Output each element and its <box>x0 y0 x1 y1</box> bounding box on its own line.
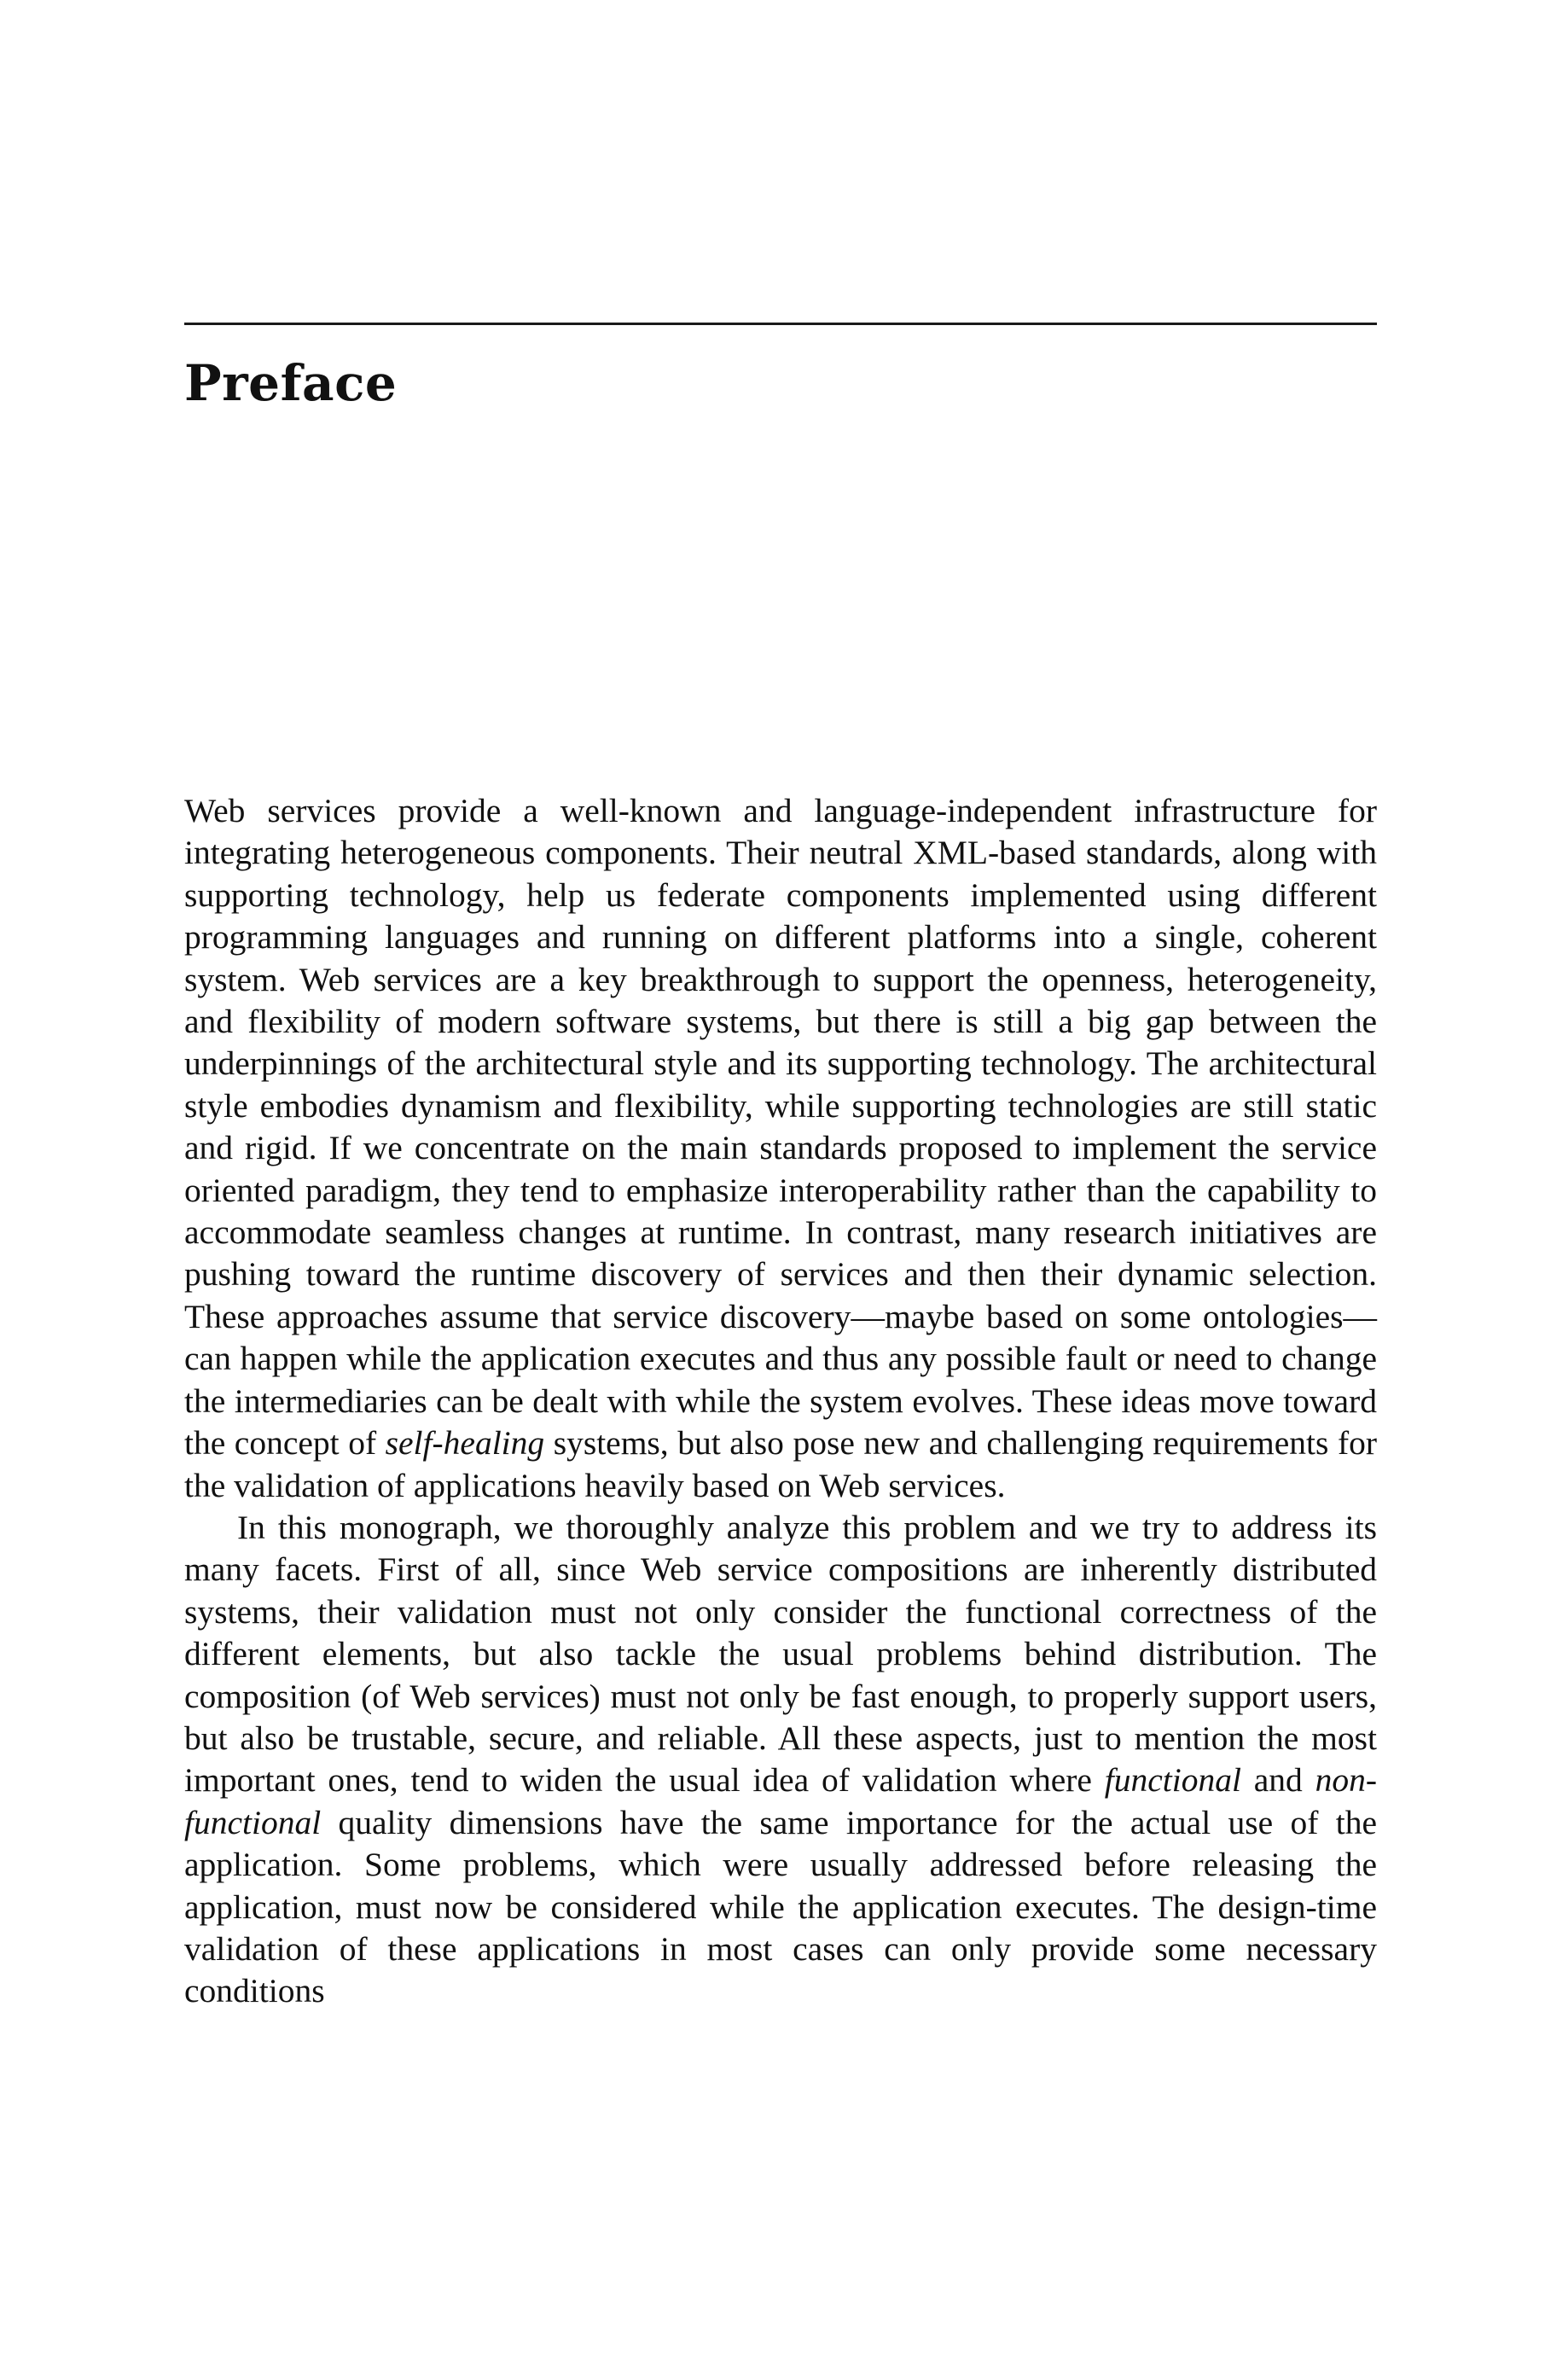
emphasis-functional: functional <box>1104 1761 1241 1800</box>
paragraph-2-text-b: and <box>1240 1761 1315 1800</box>
emphasis-non-functional: non-functional <box>184 1761 1377 1841</box>
chapter-title: Preface <box>184 354 398 412</box>
preface-body <box>184 790 1377 2013</box>
emphasis-self-healing: self-healing <box>385 1424 545 1463</box>
paragraph-2-text-c: quality dimensions have the same importance for the actual use of the application. Some problems, which were usually addressed before releasing the application, must now be considered while the application executes. The design-time validation of these applications in most cases can only provide some necessary conditions <box>184 1803 1377 2010</box>
paragraph-1-text-a: Web services provide a well-known and language-independent infrastructure for integrating heterogeneous components. Their neutral XML-based standards, along with supporting technology, help us federate components implemented using different programming languages and running on different platforms into a single, coherent system. Web services are a key breakthrough to support the openness, heterogeneity, and flexibility of modern software systems, but there is still a big gap between the underpinnings of the architectural style and its supporting technology. The architectural style embodies dynamism and flexibility, while supporting technologies are still static and rigid. If we concentrate on the main standards proposed to implement the service oriented paradigm, they tend to emphasize interoperability rather than the capability to accommodate seamless changes at runtime. In contrast, many research initiatives are pushing toward the runtime discovery of services and then their dynamic selection. These approaches assume that service discovery—maybe based on some ontologies—can happen while the application executes and thus any possible fault or need to change the intermediaries can be dealt with while the system evolves. These ideas move toward the concept of <box>184 792 1377 1463</box>
paragraph-1-text-b: systems, but also pose new and challenging requirements for the validation of applications heavily based on Web services. <box>184 1424 1378 1504</box>
paragraph-2-text-a: In this monograph, we thoroughly analyze this problem and we try to address its many facets. First of all, since Web service compositions are inherently distributed systems, their validation must not only consider the functional correctness of the different elements, but also tackle the usual problems behind distribution. The composition (of Web services) must not only be fast enough, to properly support users, but also be trustable, secure, and reliable. All these aspects, just to mention the most important ones, tend to widen the usual idea of validation where <box>184 1508 1377 1800</box>
header-rule <box>184 323 1377 325</box>
paragraph-1 <box>184 790 1377 1507</box>
paragraph-2 <box>184 1507 1377 2013</box>
